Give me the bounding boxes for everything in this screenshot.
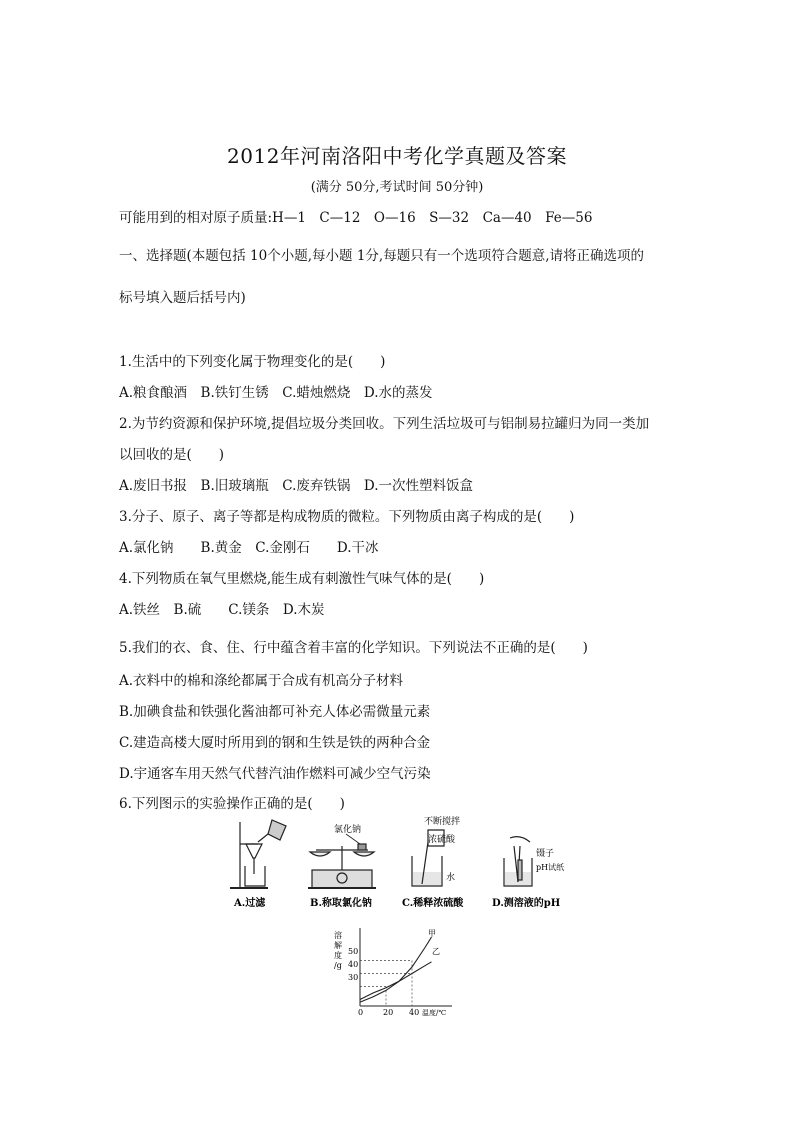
q5-option-a: A.衣料中的棉和涤纶都属于合成有机高分子材料 [119,673,404,689]
q2-stem: 2.为节约资源和保护环境,提倡垃圾分类回收。下列生活垃圾可与铝制易拉罐归为同一类加 [119,416,650,432]
q5-option-d: D.宇通客车用天然气代替汽油作燃料可减少空气污染 [119,766,431,782]
solubility-chart [332,924,464,1016]
q2-stem-cont: 以回收的是( ) [119,447,225,463]
q5-option-b: B.加碘食盐和铁强化酱油都可补充人体必需微量元素 [119,704,431,720]
ylabel-2: 解 [334,941,342,950]
q4-stem: 4.下列物质在氧气里燃烧,能生成有刺激性气味气体的是( ) [119,571,485,587]
chart-series [360,937,432,1002]
xlabel: 温度/℃ [422,1009,447,1016]
q6-figure [228,816,588,916]
x-tick-0: 0 [358,1008,364,1016]
y-tick-30: 30 [348,973,359,982]
fig-label-c: C.稀释浓硫酸 [402,898,464,909]
series-line-yi [360,962,432,1000]
label-acid: 浓硫酸 [428,835,456,845]
ylabel-4: /g [334,961,342,970]
series-label-yi: 乙 [432,947,440,956]
label-water: 水 [446,873,456,883]
section-heading-line1: 一、选择题(本题包括 10个小题,每小题 1分,每题只有一个选项符合题意,请将正确选项的 [119,248,644,264]
q1-options: A.粮食酿酒 B.铁钉生锈 C.蜡烛燃烧 D.水的蒸发 [119,385,433,401]
q5-option-c: C.建造高楼大厦时所用到的钢和生铁是铁的两种合金 [119,735,431,751]
label-stir: 不断搅拌 [424,817,461,827]
x-tick-20: 20 [383,1008,394,1016]
label-tweezers: 镊子 [536,849,555,859]
q6-stem: 6.下列图示的实验操作正确的是( ) [119,796,345,812]
ylabel-3: 度 [334,951,342,960]
series-label-jia: 甲 [428,929,436,938]
document-subtitle: (满分 50分,考试时间 50分钟) [310,180,484,195]
fig-label-a: A.过滤 [234,898,266,909]
fig-label-d: D.测溶液的pH [492,898,561,909]
label-ph-paper: pH试纸 [536,863,565,872]
atomic-masses-line: 可能用到的相对原子质量:H—1 C—12 O—16 S—32 Ca—40 Fe—56 [119,210,593,226]
ph-test-apparatus [504,837,532,886]
q4-options: A.铁丝 B.硫 C.镁条 D.木炭 [119,602,325,618]
ylabel-1: 溶 [334,931,342,940]
balance-apparatus [308,844,376,888]
label-salt: 氯化钠 [334,825,362,835]
q2-options: A.废旧书报 B.旧玻璃瓶 C.废弃铁锅 D.一次性塑料饭盒 [119,478,474,494]
document-title: 2012年河南洛阳中考化学真题及答案 [227,144,567,168]
q5-stem: 5.我们的衣、食、住、行中蕴含着丰富的化学知识。下列说法不正确的是( ) [119,640,588,656]
filtration-apparatus [230,820,286,888]
q1-stem: 1.生活中的下列变化属于物理变化的是( ) [119,354,386,370]
series-line-jia [360,937,432,1002]
section-heading-line2: 标号填入题后括号内) [119,290,246,306]
y-tick-40: 40 [348,960,359,969]
y-tick-50: 50 [348,947,359,956]
x-tick-40: 40 [409,1008,420,1016]
q3-options: A.氯化钠 B.黄金 C.金刚石 D.干冰 [119,540,379,556]
fig-label-b: B.称取氯化钠 [310,898,372,909]
q3-stem: 3.分子、原子、离子等都是构成物质的微粒。下列物质由离子构成的是( ) [119,509,575,525]
chart-axes [360,928,452,1006]
